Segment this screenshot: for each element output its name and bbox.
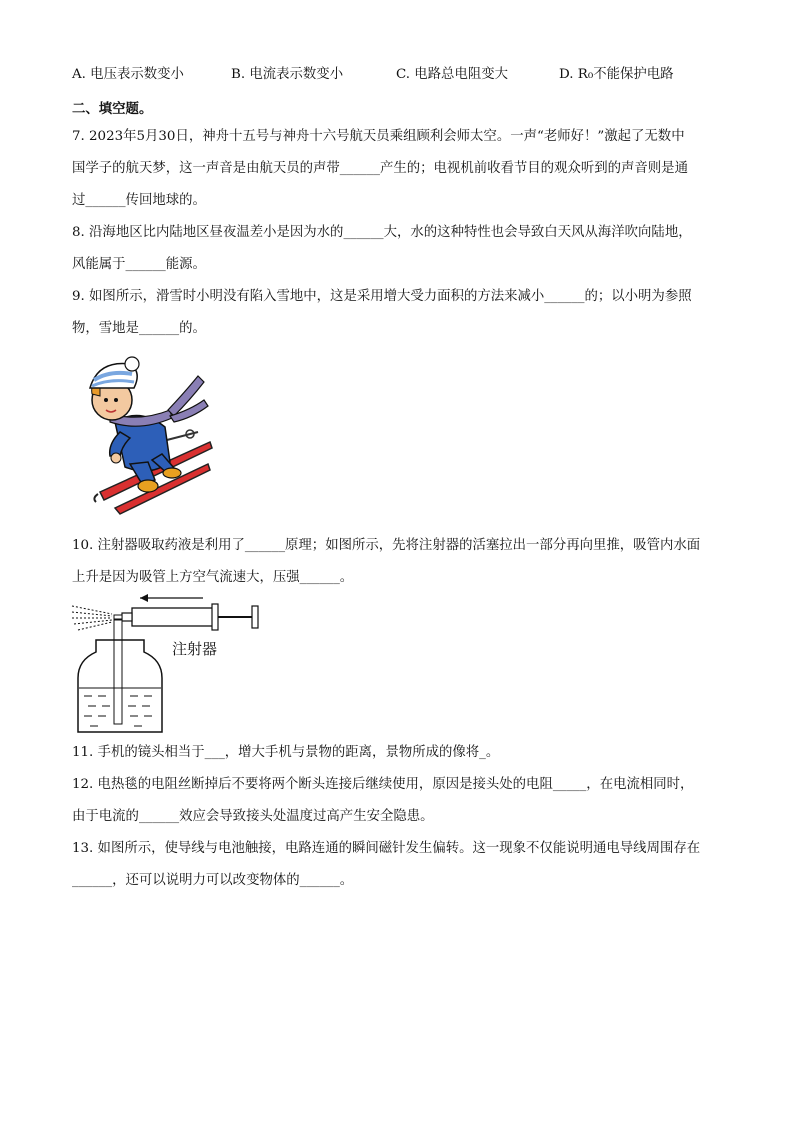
option-c: C. 电路总电阻变大 — [396, 67, 509, 82]
section-title: 二、填空题。 — [72, 102, 153, 117]
q10-line-2: 上升是因为吸管上方空气流速大，压强______。 — [72, 570, 354, 585]
q12-line-1: 12. 电热毯的电阻丝断掉后不要将两个断头连接后继续使用，原因是接头处的电阻_____，在电流相同时， — [72, 777, 694, 792]
q10-line-1: 10. 注射器吸取药液是利用了______原理；如图所示，先将注射器的活塞拉出一部分再向里推，吸管内水面 — [72, 538, 701, 553]
q11-line-1: 11. 手机的镜头相当于___，增大手机与景物的距离，景物所成的像将_。 — [72, 745, 500, 760]
option-a: A. 电压表示数变小 — [72, 67, 184, 82]
q7-line-2: 国学子的航天梦，这一声音是由航天员的声带______产生的；电视机前收看节目的观众听到的声音则是通 — [72, 161, 688, 176]
option-d: D. R₀不能保护电路 — [559, 67, 674, 82]
q13-line-1: 13. 如图所示，使导线与电池触接，电路连通的瞬间磁针发生偏转。这一现象不仅能说明通电导线周围存在 — [72, 841, 701, 856]
syringe-caption: 注射器 — [172, 640, 218, 658]
q13-line-2: ______，还可以说明力可以改变物体的______。 — [72, 873, 354, 888]
option-b: B. 电流表示数变小 — [231, 67, 344, 82]
q8-line-2: 风能属于______能源。 — [72, 257, 206, 272]
q9-line-2: 物，雪地是______的。 — [72, 321, 206, 336]
q12-line-2: 由于电流的______效应会导致接头处温度过高产生安全隐患。 — [72, 809, 434, 824]
syringe-drawing — [68, 592, 268, 737]
skier-illustration — [70, 352, 215, 517]
q9-line-1: 9. 如图所示，滑雪时小明没有陷入雪地中，这是采用增大受力面积的方法来减小______的；以小明为参照 — [72, 289, 692, 304]
q7-line-3: 过______传回地球的。 — [72, 193, 206, 208]
syringe-figure — [68, 592, 268, 737]
q8-line-1: 8. 沿海地区比内陆地区昼夜温差小是因为水的______大，水的这种特性也会导致白天风从海洋吹向陆地， — [72, 225, 692, 240]
q7-line-1: 7. 2023年5月30日，神舟十五号与神舟十六号航天员乘组顾利会师太空。一声“老师好！”激起了无数中 — [72, 129, 685, 144]
